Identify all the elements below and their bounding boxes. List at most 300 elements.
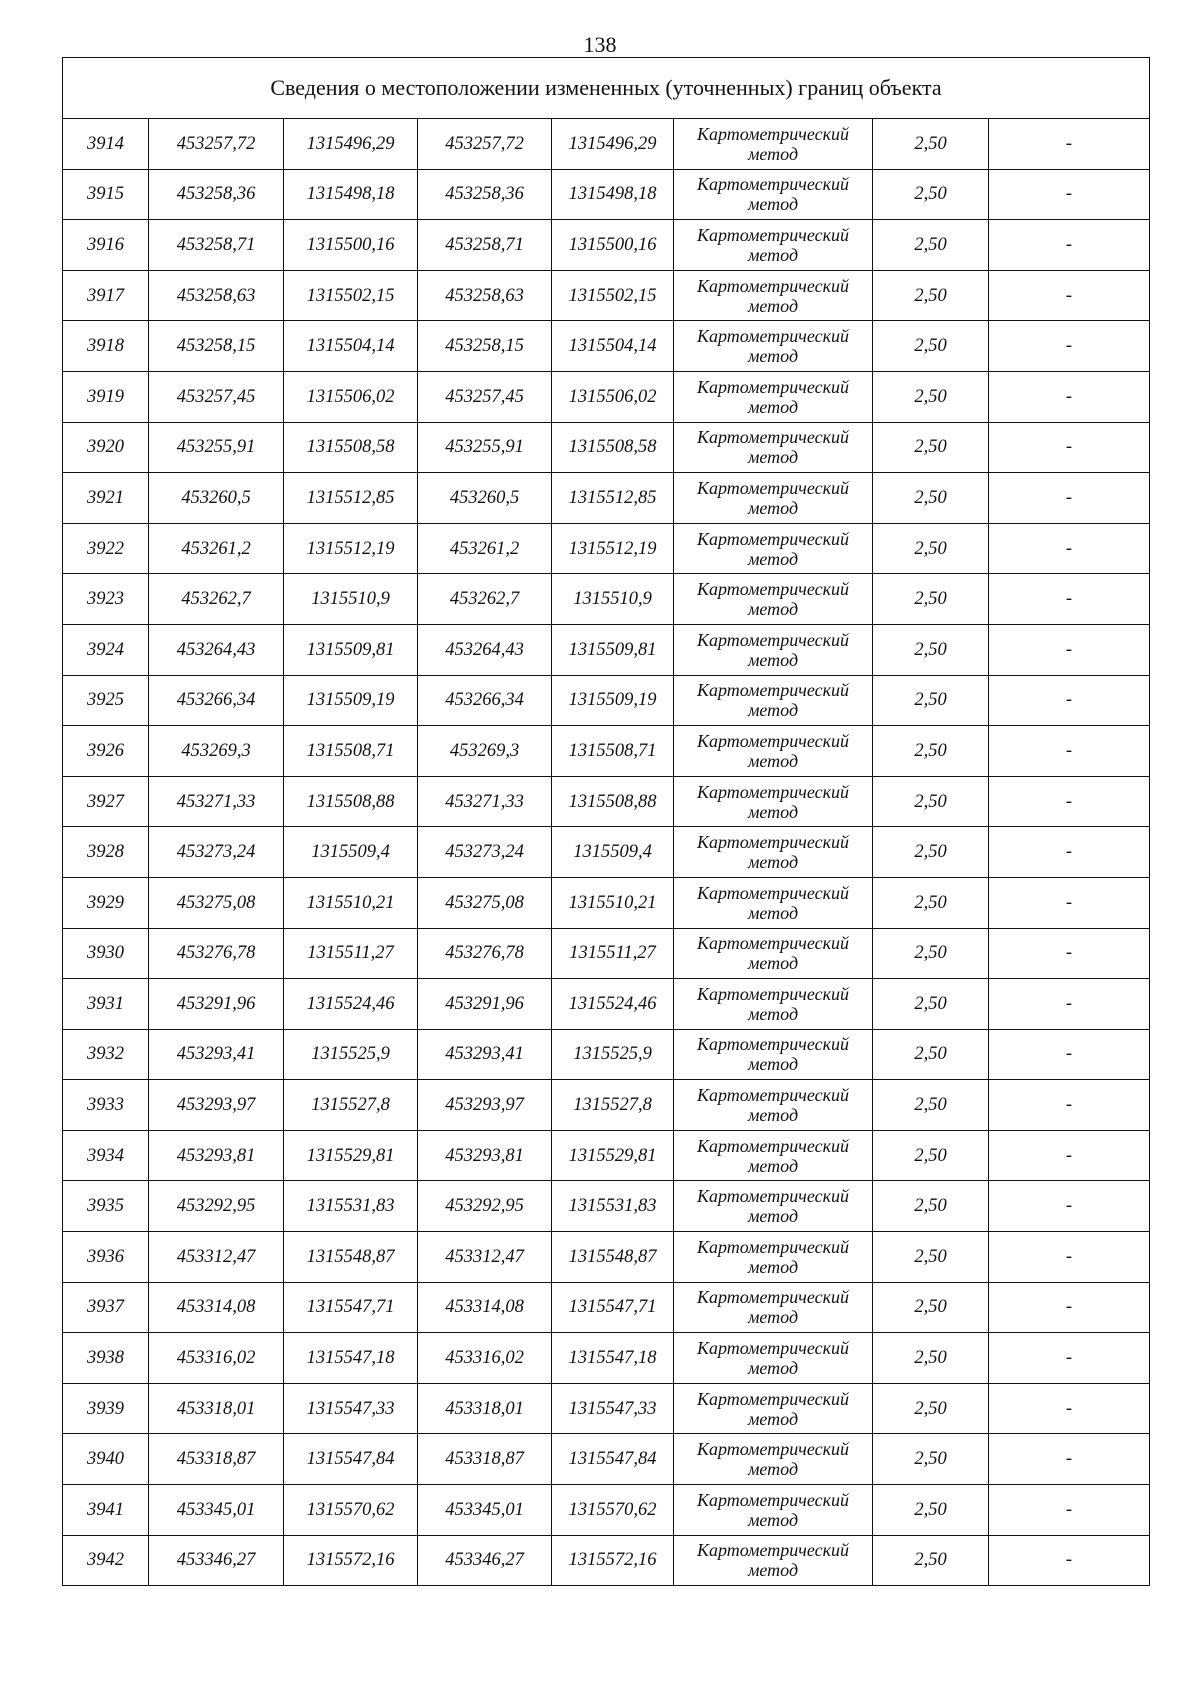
point-number-cell: 3926 [63, 726, 149, 777]
method-line-1: Картометрический [696, 1338, 849, 1359]
accuracy-cell: 2,50 [873, 1130, 989, 1181]
accuracy-cell: 2,50 [873, 1485, 989, 1536]
table-row [63, 1383, 1150, 1434]
method-line-2: метод [747, 497, 799, 518]
existing-y-cell: 1315508,88 [284, 776, 418, 827]
description-cell: - [989, 979, 1150, 1030]
accuracy-cell: 2,50 [873, 1535, 989, 1586]
method-cell [674, 827, 873, 878]
refined-x-cell: 453257,72 [418, 119, 552, 170]
table-row [63, 1232, 1150, 1283]
method-line-2: метод [747, 244, 799, 265]
method-line-2: метод [747, 1105, 799, 1126]
existing-x-cell: 453276,78 [149, 928, 284, 979]
point-number-cell: 3930 [63, 928, 149, 979]
table-row [63, 473, 1150, 524]
table-row [63, 321, 1150, 372]
description-cell: - [989, 776, 1150, 827]
method-cell [674, 1383, 873, 1434]
existing-y-cell: 1315496,29 [284, 119, 418, 170]
method-line-1: Картометрический [696, 275, 849, 296]
refined-y-cell: 1315504,14 [552, 321, 674, 372]
refined-x-cell: 453293,81 [418, 1130, 552, 1181]
method-line-1: Картометрический [696, 477, 849, 498]
existing-y-cell: 1315525,9 [284, 1029, 418, 1080]
point-number-cell: 3918 [63, 321, 149, 372]
refined-x-cell: 453345,01 [418, 1485, 552, 1536]
existing-x-cell: 453293,97 [149, 1080, 284, 1131]
description-cell: - [989, 270, 1150, 321]
existing-x-cell: 453318,01 [149, 1383, 284, 1434]
method-line-2: метод [747, 396, 799, 417]
accuracy-cell: 2,50 [873, 928, 989, 979]
description-cell: - [989, 827, 1150, 878]
accuracy-cell: 2,50 [873, 1232, 989, 1283]
method-line-2: метод [747, 1256, 799, 1277]
refined-x-cell: 453262,7 [418, 574, 552, 625]
method-line-2: метод [747, 1206, 799, 1227]
accuracy-cell: 2,50 [873, 321, 989, 372]
description-cell: - [989, 523, 1150, 574]
refined-y-cell: 1315506,02 [552, 371, 674, 422]
existing-y-cell: 1315500,16 [284, 220, 418, 271]
existing-x-cell: 453293,41 [149, 1029, 284, 1080]
accuracy-cell: 2,50 [873, 827, 989, 878]
refined-x-cell: 453269,3 [418, 726, 552, 777]
existing-x-cell: 453257,45 [149, 371, 284, 422]
method-line-2: метод [747, 346, 799, 367]
refined-y-cell: 1315508,58 [552, 422, 674, 473]
table-row [63, 877, 1150, 928]
refined-y-cell: 1315524,46 [552, 979, 674, 1030]
method-cell [674, 624, 873, 675]
accuracy-cell: 2,50 [873, 624, 989, 675]
point-number-cell: 3914 [63, 119, 149, 170]
method-cell [674, 1080, 873, 1131]
point-number-cell: 3936 [63, 1232, 149, 1283]
method-cell [674, 1535, 873, 1586]
refined-y-cell: 1315509,19 [552, 675, 674, 726]
point-number-cell: 3939 [63, 1383, 149, 1434]
existing-y-cell: 1315512,19 [284, 523, 418, 574]
point-number-cell: 3924 [63, 624, 149, 675]
refined-x-cell: 453261,2 [418, 523, 552, 574]
method-cell [674, 1434, 873, 1485]
point-number-cell: 3919 [63, 371, 149, 422]
table-row [63, 624, 1150, 675]
method-line-2: метод [747, 194, 799, 215]
method-line-1: Картометрический [696, 1236, 849, 1257]
description-cell: - [989, 1383, 1150, 1434]
description-cell: - [989, 574, 1150, 625]
accuracy-cell: 2,50 [873, 1333, 989, 1384]
description-cell: - [989, 473, 1150, 524]
page-number: 138 [583, 32, 617, 57]
refined-y-cell: 1315547,84 [552, 1434, 674, 1485]
refined-x-cell: 453292,95 [418, 1181, 552, 1232]
table-row [63, 1485, 1150, 1536]
refined-y-cell: 1315547,33 [552, 1383, 674, 1434]
refined-x-cell: 453293,97 [418, 1080, 552, 1131]
method-line-1: Картометрический [696, 1186, 849, 1207]
accuracy-cell: 2,50 [873, 1080, 989, 1131]
existing-x-cell: 453318,87 [149, 1434, 284, 1485]
table-row [63, 776, 1150, 827]
description-cell: - [989, 624, 1150, 675]
accuracy-cell: 2,50 [873, 523, 989, 574]
existing-y-cell: 1315510,21 [284, 877, 418, 928]
point-number-cell: 3929 [63, 877, 149, 928]
existing-x-cell: 453345,01 [149, 1485, 284, 1536]
existing-x-cell: 453275,08 [149, 877, 284, 928]
existing-y-cell: 1315547,18 [284, 1333, 418, 1384]
existing-x-cell: 453258,71 [149, 220, 284, 271]
existing-x-cell: 453269,3 [149, 726, 284, 777]
point-number-cell: 3915 [63, 169, 149, 220]
method-cell [674, 220, 873, 271]
refined-y-cell: 1315531,83 [552, 1181, 674, 1232]
method-cell [674, 523, 873, 574]
existing-y-cell: 1315509,4 [284, 827, 418, 878]
accuracy-cell: 2,50 [873, 979, 989, 1030]
existing-y-cell: 1315570,62 [284, 1485, 418, 1536]
method-line-1: Картометрический [696, 680, 849, 701]
refined-y-cell: 1315508,88 [552, 776, 674, 827]
description-cell: - [989, 877, 1150, 928]
table-title: Сведения о местоположении измененных (уточненных) границ объекта [63, 58, 1150, 119]
description-cell: - [989, 169, 1150, 220]
method-cell [674, 675, 873, 726]
refined-y-cell: 1315512,85 [552, 473, 674, 524]
existing-y-cell: 1315547,84 [284, 1434, 418, 1485]
refined-y-cell: 1315512,19 [552, 523, 674, 574]
method-line-2: метод [747, 295, 799, 316]
method-line-1: Картометрический [696, 528, 849, 549]
method-cell [674, 1232, 873, 1283]
existing-x-cell: 453346,27 [149, 1535, 284, 1586]
method-cell [674, 473, 873, 524]
description-cell: - [989, 1130, 1150, 1181]
refined-y-cell: 1315510,9 [552, 574, 674, 625]
table-row [63, 119, 1150, 170]
method-line-1: Картометрический [696, 1489, 849, 1510]
accuracy-cell: 2,50 [873, 270, 989, 321]
table-row [63, 1434, 1150, 1485]
accuracy-cell: 2,50 [873, 169, 989, 220]
point-number-cell: 3933 [63, 1080, 149, 1131]
refined-x-cell: 453346,27 [418, 1535, 552, 1586]
method-line-1: Картометрический [696, 983, 849, 1004]
method-line-2: метод [747, 599, 799, 620]
method-line-1: Картометрический [696, 1135, 849, 1156]
point-number-cell: 3940 [63, 1434, 149, 1485]
refined-y-cell: 1315509,81 [552, 624, 674, 675]
refined-x-cell: 453314,08 [418, 1282, 552, 1333]
refined-y-cell: 1315570,62 [552, 1485, 674, 1536]
point-number-cell: 3937 [63, 1282, 149, 1333]
method-line-1: Картометрический [696, 326, 849, 347]
point-number-cell: 3935 [63, 1181, 149, 1232]
refined-y-cell: 1315500,16 [552, 220, 674, 271]
point-number-cell: 3932 [63, 1029, 149, 1080]
boundary-coordinates-table [62, 57, 1150, 1586]
refined-y-cell: 1315525,9 [552, 1029, 674, 1080]
point-number-cell: 3922 [63, 523, 149, 574]
method-cell [674, 928, 873, 979]
existing-y-cell: 1315548,87 [284, 1232, 418, 1283]
refined-y-cell: 1315510,21 [552, 877, 674, 928]
method-line-1: Картометрический [696, 1034, 849, 1055]
refined-y-cell: 1315547,18 [552, 1333, 674, 1384]
method-line-2: метод [747, 750, 799, 771]
description-cell: - [989, 1434, 1150, 1485]
table-row [63, 928, 1150, 979]
accuracy-cell: 2,50 [873, 1282, 989, 1333]
method-line-2: метод [747, 143, 799, 164]
refined-y-cell: 1315527,8 [552, 1080, 674, 1131]
existing-x-cell: 453257,72 [149, 119, 284, 170]
refined-x-cell: 453266,34 [418, 675, 552, 726]
method-cell [674, 321, 873, 372]
table-row [63, 1181, 1150, 1232]
accuracy-cell: 2,50 [873, 1181, 989, 1232]
method-line-1: Картометрический [696, 1388, 849, 1409]
description-cell: - [989, 675, 1150, 726]
refined-x-cell: 453258,36 [418, 169, 552, 220]
existing-x-cell: 453262,7 [149, 574, 284, 625]
table-row [63, 169, 1150, 220]
point-number-cell: 3931 [63, 979, 149, 1030]
existing-y-cell: 1315524,46 [284, 979, 418, 1030]
existing-x-cell: 453266,34 [149, 675, 284, 726]
existing-y-cell: 1315572,16 [284, 1535, 418, 1586]
method-cell [674, 1282, 873, 1333]
existing-y-cell: 1315508,71 [284, 726, 418, 777]
existing-x-cell: 453271,33 [149, 776, 284, 827]
table-row [63, 220, 1150, 271]
existing-y-cell: 1315531,83 [284, 1181, 418, 1232]
point-number-cell: 3921 [63, 473, 149, 524]
method-line-1: Картометрический [696, 1540, 849, 1561]
method-line-1: Картометрический [696, 1287, 849, 1308]
point-number-cell: 3934 [63, 1130, 149, 1181]
method-line-2: метод [747, 1408, 799, 1429]
method-line-1: Картометрический [696, 376, 849, 397]
method-line-1: Картометрический [696, 579, 849, 600]
method-line-1: Картометрический [696, 1085, 849, 1106]
method-line-1: Картометрический [696, 123, 849, 144]
method-cell [674, 371, 873, 422]
method-line-1: Картометрический [696, 1439, 849, 1460]
refined-x-cell: 453276,78 [418, 928, 552, 979]
existing-x-cell: 453293,81 [149, 1130, 284, 1181]
refined-x-cell: 453258,15 [418, 321, 552, 372]
accuracy-cell: 2,50 [873, 726, 989, 777]
method-line-2: метод [747, 1003, 799, 1024]
method-cell [674, 422, 873, 473]
method-cell [674, 726, 873, 777]
point-number-cell: 3938 [63, 1333, 149, 1384]
refined-y-cell: 1315496,29 [552, 119, 674, 170]
method-cell [674, 1181, 873, 1232]
method-cell [674, 169, 873, 220]
table-row [63, 422, 1150, 473]
existing-y-cell: 1315508,58 [284, 422, 418, 473]
refined-x-cell: 453258,71 [418, 220, 552, 271]
method-line-1: Картометрический [696, 882, 849, 903]
method-line-1: Картометрический [696, 629, 849, 650]
table-row [63, 371, 1150, 422]
method-cell [674, 1029, 873, 1080]
refined-y-cell: 1315547,71 [552, 1282, 674, 1333]
method-line-1: Картометрический [696, 781, 849, 802]
refined-y-cell: 1315508,71 [552, 726, 674, 777]
description-cell: - [989, 726, 1150, 777]
method-line-2: метод [747, 548, 799, 569]
refined-x-cell: 453260,5 [418, 473, 552, 524]
point-number-cell: 3928 [63, 827, 149, 878]
accuracy-cell: 2,50 [873, 220, 989, 271]
refined-x-cell: 453312,47 [418, 1232, 552, 1283]
description-cell: - [989, 1029, 1150, 1080]
existing-x-cell: 453258,36 [149, 169, 284, 220]
method-line-1: Картометрический [696, 933, 849, 954]
accuracy-cell: 2,50 [873, 422, 989, 473]
existing-x-cell: 453261,2 [149, 523, 284, 574]
method-line-2: метод [747, 902, 799, 923]
description-cell: - [989, 422, 1150, 473]
existing-x-cell: 453255,91 [149, 422, 284, 473]
table-row [63, 1333, 1150, 1384]
existing-y-cell: 1315504,14 [284, 321, 418, 372]
method-line-2: метод [747, 801, 799, 822]
existing-x-cell: 453312,47 [149, 1232, 284, 1283]
description-cell: - [989, 1181, 1150, 1232]
description-cell: - [989, 1535, 1150, 1586]
method-line-2: метод [747, 1054, 799, 1075]
accuracy-cell: 2,50 [873, 877, 989, 928]
refined-x-cell: 453271,33 [418, 776, 552, 827]
method-cell [674, 1130, 873, 1181]
accuracy-cell: 2,50 [873, 473, 989, 524]
description-cell: - [989, 1282, 1150, 1333]
method-cell [674, 979, 873, 1030]
description-cell: - [989, 1485, 1150, 1536]
method-line-1: Картометрический [696, 427, 849, 448]
refined-x-cell: 453264,43 [418, 624, 552, 675]
refined-x-cell: 453257,45 [418, 371, 552, 422]
method-line-2: метод [747, 1358, 799, 1379]
method-line-1: Картометрический [696, 730, 849, 751]
accuracy-cell: 2,50 [873, 675, 989, 726]
refined-x-cell: 453318,01 [418, 1383, 552, 1434]
existing-y-cell: 1315527,8 [284, 1080, 418, 1131]
table-row [63, 523, 1150, 574]
existing-x-cell: 453258,63 [149, 270, 284, 321]
refined-x-cell: 453273,24 [418, 827, 552, 878]
description-cell: - [989, 371, 1150, 422]
point-number-cell: 3927 [63, 776, 149, 827]
refined-y-cell: 1315498,18 [552, 169, 674, 220]
refined-x-cell: 453258,63 [418, 270, 552, 321]
description-cell: - [989, 119, 1150, 170]
refined-y-cell: 1315548,87 [552, 1232, 674, 1283]
refined-x-cell: 453293,41 [418, 1029, 552, 1080]
method-line-2: метод [747, 1509, 799, 1530]
accuracy-cell: 2,50 [873, 1383, 989, 1434]
refined-y-cell: 1315509,4 [552, 827, 674, 878]
method-line-2: метод [747, 1459, 799, 1480]
refined-y-cell: 1315511,27 [552, 928, 674, 979]
existing-y-cell: 1315512,85 [284, 473, 418, 524]
method-line-2: метод [747, 1560, 799, 1581]
existing-y-cell: 1315506,02 [284, 371, 418, 422]
refined-y-cell: 1315502,15 [552, 270, 674, 321]
existing-x-cell: 453264,43 [149, 624, 284, 675]
method-cell [674, 574, 873, 625]
method-cell [674, 776, 873, 827]
method-cell [674, 1485, 873, 1536]
refined-y-cell: 1315529,81 [552, 1130, 674, 1181]
refined-x-cell: 453275,08 [418, 877, 552, 928]
existing-x-cell: 453314,08 [149, 1282, 284, 1333]
description-cell: - [989, 1333, 1150, 1384]
existing-x-cell: 453291,96 [149, 979, 284, 1030]
point-number-cell: 3917 [63, 270, 149, 321]
table-row [63, 675, 1150, 726]
existing-y-cell: 1315529,81 [284, 1130, 418, 1181]
description-cell: - [989, 928, 1150, 979]
refined-y-cell: 1315572,16 [552, 1535, 674, 1586]
table-row [63, 574, 1150, 625]
existing-y-cell: 1315509,19 [284, 675, 418, 726]
method-line-2: метод [747, 1155, 799, 1176]
existing-x-cell: 453292,95 [149, 1181, 284, 1232]
table-title-row [63, 58, 1150, 119]
description-cell: - [989, 321, 1150, 372]
accuracy-cell: 2,50 [873, 776, 989, 827]
table-row [63, 726, 1150, 777]
existing-y-cell: 1315547,33 [284, 1383, 418, 1434]
point-number-cell: 3916 [63, 220, 149, 271]
table-row [63, 1282, 1150, 1333]
existing-y-cell: 1315498,18 [284, 169, 418, 220]
refined-x-cell: 453318,87 [418, 1434, 552, 1485]
table-row [63, 827, 1150, 878]
existing-y-cell: 1315502,15 [284, 270, 418, 321]
point-number-cell: 3920 [63, 422, 149, 473]
refined-x-cell: 453291,96 [418, 979, 552, 1030]
point-number-cell: 3941 [63, 1485, 149, 1536]
existing-x-cell: 453273,24 [149, 827, 284, 878]
accuracy-cell: 2,50 [873, 574, 989, 625]
method-line-2: метод [747, 1307, 799, 1328]
accuracy-cell: 2,50 [873, 1434, 989, 1485]
method-line-2: метод [747, 447, 799, 468]
method-cell [674, 270, 873, 321]
existing-x-cell: 453258,15 [149, 321, 284, 372]
table-row [63, 1535, 1150, 1586]
table-row [63, 1080, 1150, 1131]
existing-x-cell: 453316,02 [149, 1333, 284, 1384]
table-row [63, 1029, 1150, 1080]
method-line-1: Картометрический [696, 224, 849, 245]
method-cell [674, 1333, 873, 1384]
accuracy-cell: 2,50 [873, 371, 989, 422]
table-row [63, 1130, 1150, 1181]
existing-y-cell: 1315547,71 [284, 1282, 418, 1333]
refined-x-cell: 453255,91 [418, 422, 552, 473]
